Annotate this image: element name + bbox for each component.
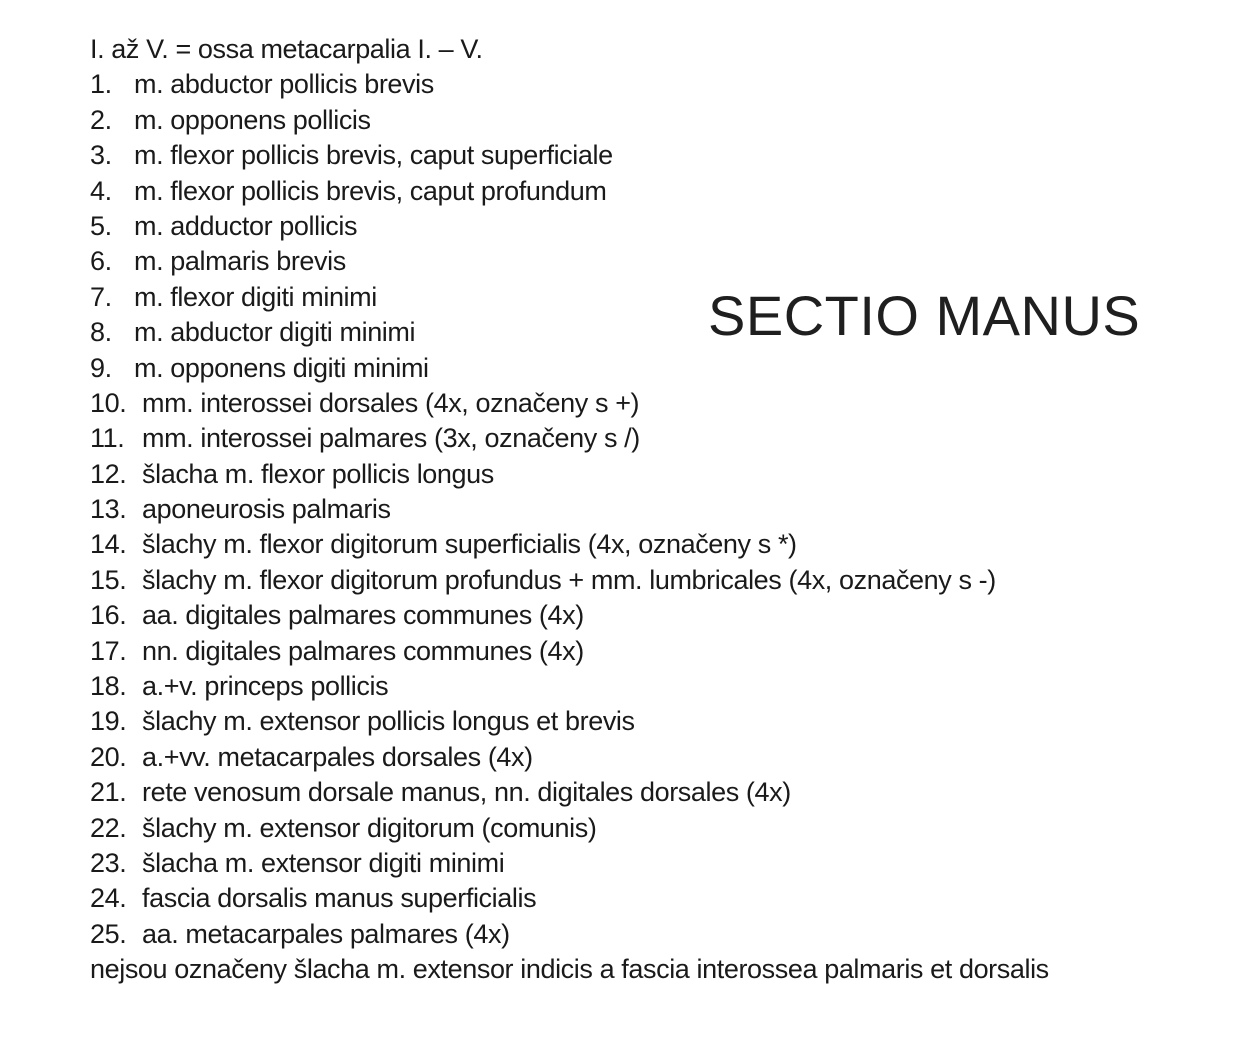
- list-item: [90, 669, 1210, 704]
- legend-header: I. až V. = ossa metacarpalia I. – V.: [90, 34, 483, 64]
- list-item: [90, 492, 1210, 527]
- item-text: mm. interossei dorsales (4x, označeny s +): [142, 387, 640, 418]
- item-text: šlachy m. extensor digitorum (comunis): [142, 812, 597, 843]
- list-item: [90, 457, 1210, 492]
- item-text: nn. digitales palmares communes (4x): [142, 635, 584, 666]
- list-item: [90, 811, 1210, 846]
- item-number: 15.: [90, 564, 127, 595]
- item-number: 19.: [90, 706, 127, 737]
- item-text: šlacha m. extensor digiti minimi: [142, 847, 505, 878]
- item-number: 16.: [90, 600, 127, 631]
- item-number: 3.: [90, 140, 112, 171]
- page-title: SECTIO MANUS: [708, 284, 1141, 347]
- item-number: 6.: [90, 246, 112, 277]
- item-number: 11.: [90, 423, 125, 454]
- item-text: aponeurosis palmaris: [142, 494, 391, 525]
- item-text: a.+vv. metacarpales dorsales (4x): [142, 741, 533, 772]
- item-number: 5.: [90, 210, 112, 241]
- item-text: m. opponens digiti minimi: [134, 352, 429, 383]
- footnote: nejsou označeny šlacha m. extensor indicis a fascia interossea palmaris et dorsalis: [90, 954, 1049, 985]
- list-item: [90, 67, 1210, 102]
- list-item: [90, 775, 1210, 810]
- item-number: 25.: [90, 918, 127, 949]
- legend-list: [90, 32, 1210, 986]
- list-item: [90, 704, 1210, 739]
- item-text: aa. digitales palmares communes (4x): [142, 600, 584, 631]
- list-item: [90, 740, 1210, 775]
- item-number: 20.: [90, 741, 127, 772]
- item-text: m. opponens pollicis: [134, 104, 371, 135]
- item-number: 24.: [90, 883, 127, 914]
- item-number: 9.: [90, 352, 112, 383]
- item-number: 17.: [90, 635, 127, 666]
- item-text: šlachy m. flexor digitorum superficialis (4x, označeny s *): [142, 529, 797, 560]
- item-number: 8.: [90, 317, 112, 348]
- item-number: 7.: [90, 281, 112, 312]
- item-text: aa. metacarpales palmares (4x): [142, 918, 510, 949]
- item-number: 13.: [90, 494, 127, 525]
- item-number: 4.: [90, 175, 112, 206]
- item-text: m. abductor digiti minimi: [134, 317, 416, 348]
- item-number: 2.: [90, 104, 112, 135]
- item-number: 18.: [90, 671, 127, 702]
- item-text: a.+v. princeps pollicis: [142, 671, 389, 702]
- list-item: [90, 527, 1210, 562]
- list-item: [90, 421, 1210, 456]
- item-number: 12.: [90, 458, 127, 489]
- item-text: šlacha m. flexor pollicis longus: [142, 458, 494, 489]
- list-item: [90, 846, 1210, 881]
- item-number: 22.: [90, 812, 127, 843]
- item-text: m. flexor pollicis brevis, caput superficiale: [134, 140, 613, 171]
- item-number: 10.: [90, 387, 127, 418]
- item-text: m. flexor digiti minimi: [134, 281, 377, 312]
- item-text: m. flexor pollicis brevis, caput profundum: [134, 175, 607, 206]
- list-item: [90, 881, 1210, 916]
- item-number: 21.: [90, 777, 127, 808]
- item-number: 1.: [90, 69, 112, 100]
- item-number: 23.: [90, 847, 127, 878]
- item-text: šlachy m. flexor digitorum profundus + mm. lumbricales (4x, označeny s -): [142, 564, 996, 595]
- list-item: [90, 244, 1210, 279]
- item-text: m. abductor pollicis brevis: [134, 69, 434, 100]
- list-item: [90, 598, 1210, 633]
- list-item: [90, 174, 1210, 209]
- list-item: [90, 917, 1210, 952]
- list-item: [90, 563, 1210, 598]
- item-number: 14.: [90, 529, 127, 560]
- item-text: m. palmaris brevis: [134, 246, 346, 277]
- list-item: [90, 209, 1210, 244]
- list-item: [90, 634, 1210, 669]
- item-text: mm. interossei palmares (3x, označeny s /): [142, 423, 640, 454]
- item-text: rete venosum dorsale manus, nn. digitales dorsales (4x): [142, 777, 791, 808]
- item-text: fascia dorsalis manus superficialis: [142, 883, 537, 914]
- list-item: [90, 138, 1210, 173]
- list-item: [90, 351, 1210, 386]
- list-item: [90, 386, 1210, 421]
- list-item: [90, 103, 1210, 138]
- item-text: m. adductor pollicis: [134, 210, 358, 241]
- item-text: šlachy m. extensor pollicis longus et brevis: [142, 706, 635, 737]
